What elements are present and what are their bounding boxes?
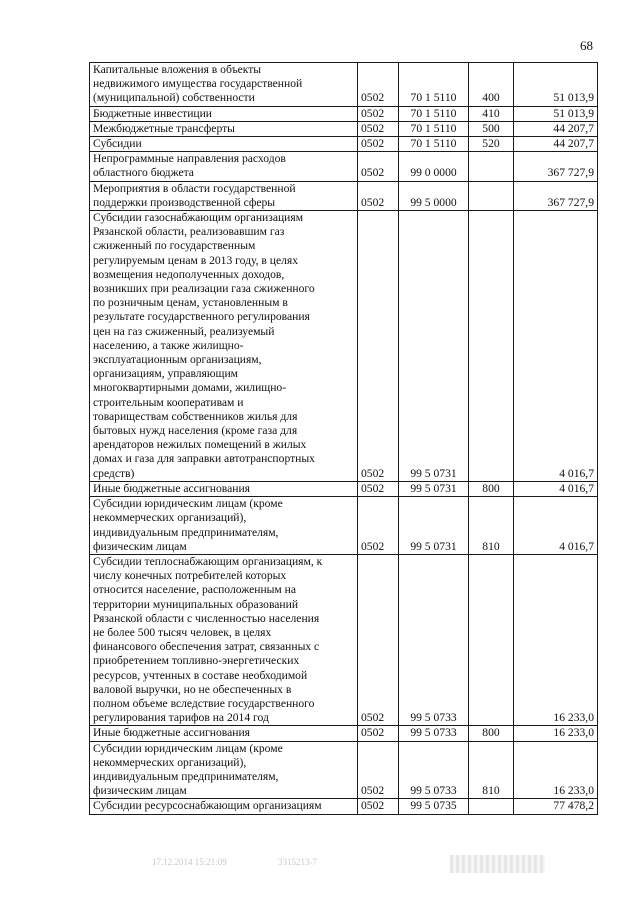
name-line: средств) <box>93 466 135 480</box>
cell-sum: 4 016,7 <box>514 497 598 555</box>
footer-doc-number: 3315213-7 <box>278 857 317 867</box>
name-line: поддержки производственной сферы <box>93 195 276 209</box>
cell-type <box>469 799 514 814</box>
name-line: полном объеме вследствие государственного <box>93 696 315 710</box>
cell-name <box>90 181 358 210</box>
cell-section: 0502 <box>358 137 399 152</box>
cell-name <box>90 554 358 725</box>
name-line: Иные бюджетные ассигнования <box>93 481 250 495</box>
cell-type: 810 <box>469 497 514 555</box>
name-line: населению, а также жилищно- <box>93 338 244 352</box>
table-row <box>90 106 598 121</box>
cell-name <box>90 481 358 496</box>
cell-sum: 16 233,0 <box>514 554 598 725</box>
cell-type <box>469 181 514 210</box>
cell-name <box>90 211 358 482</box>
cell-section: 0502 <box>358 726 399 741</box>
table-row <box>90 481 598 496</box>
table-row <box>90 137 598 152</box>
name-line: не более 500 тысяч человек, в целях <box>93 625 272 639</box>
cell-target: 70 1 5110 <box>399 106 469 121</box>
cell-name <box>90 121 358 136</box>
page-number: 68 <box>580 38 593 53</box>
cell-sum: 44 207,7 <box>514 137 598 152</box>
name-line: возникших при реализации газа сжиженного <box>93 282 315 296</box>
cell-sum: 4 016,7 <box>514 211 598 482</box>
table-row <box>90 554 598 725</box>
table-row <box>90 63 598 107</box>
name-line: арендаторов нежилых помещений в жилых <box>93 438 307 452</box>
name-line: цен на газ сжиженный, реализуемый <box>93 324 275 338</box>
name-line: (муниципальной) собственности <box>93 91 255 105</box>
name-line: сжиженный по государственным <box>93 239 256 253</box>
cell-section: 0502 <box>358 799 399 814</box>
cell-type: 800 <box>469 481 514 496</box>
name-line: валовой выручки, но не обеспеченных в <box>93 682 292 696</box>
name-line: Капитальные вложения в объекты <box>93 63 262 76</box>
cell-section: 0502 <box>358 481 399 496</box>
name-line: финансового обеспечения затрат, связанных с <box>93 640 320 654</box>
name-line: регулирования тарифов на 2014 год <box>93 711 269 725</box>
cell-name <box>90 799 358 814</box>
name-line: относится население, расположенным на <box>93 583 297 597</box>
cell-name <box>90 497 358 555</box>
name-line: числу конечных потребителей которых <box>93 569 287 583</box>
budget-table <box>89 62 598 815</box>
cell-target: 70 1 5110 <box>399 63 469 107</box>
cell-sum: 51 013,9 <box>514 106 598 121</box>
cell-sum: 44 207,7 <box>514 121 598 136</box>
name-line: Межбюджетные трансферты <box>93 121 235 135</box>
cell-target: 99 0 0000 <box>399 152 469 181</box>
cell-section: 0502 <box>358 554 399 725</box>
footer-timestamp: 17.12.2014 15:21:09 <box>152 857 227 867</box>
cell-sum: 4 016,7 <box>514 481 598 496</box>
name-line: Бюджетные инвестиции <box>93 106 213 120</box>
cell-section: 0502 <box>358 181 399 210</box>
name-line: по розничным ценам, установленным в <box>93 296 288 310</box>
name-line: физическим лицам <box>93 784 187 798</box>
cell-sum: 16 233,0 <box>514 726 598 741</box>
name-line: Рязанской области, реализовавшим газ <box>93 225 285 239</box>
name-line: Непрограммные направления расходов <box>93 152 286 166</box>
name-line: результате государственного регулирования <box>93 310 310 324</box>
scan-footer <box>90 855 570 877</box>
name-line: эксплуатационным организациям, <box>93 353 262 367</box>
cell-sum: 77 478,2 <box>514 799 598 814</box>
cell-target: 70 1 5110 <box>399 121 469 136</box>
table-row <box>90 211 598 482</box>
table-row <box>90 741 598 799</box>
name-line: домах и газа для заправки автотранспортных <box>93 452 315 466</box>
name-line: ресурсов, учтенных в составе необходимой <box>93 668 308 682</box>
cell-type: 500 <box>469 121 514 136</box>
cell-type: 810 <box>469 741 514 799</box>
name-line: Субсидии юридическим лицам (кроме <box>93 741 283 755</box>
cell-target: 99 5 0733 <box>399 554 469 725</box>
cell-name <box>90 106 358 121</box>
name-line: Субсидии <box>93 137 142 151</box>
name-line: Субсидии ресурсоснабжающим организациям <box>93 799 322 813</box>
name-line: регулируемым ценам в 2013 году, в целях <box>93 253 299 267</box>
cell-target: 70 1 5110 <box>399 137 469 152</box>
cell-sum: 367 727,9 <box>514 181 598 210</box>
cell-target: 99 5 0733 <box>399 726 469 741</box>
name-line: некоммерческих организаций), <box>93 755 247 769</box>
cell-name <box>90 726 358 741</box>
name-line: возмещения недополученных доходов, <box>93 267 285 281</box>
name-line: Субсидии газоснабжающим организациям <box>93 211 304 225</box>
cell-section: 0502 <box>358 121 399 136</box>
name-line: организациям, управляющим <box>93 367 239 381</box>
stamp-mark <box>450 855 545 873</box>
cell-type: 520 <box>469 137 514 152</box>
cell-section: 0502 <box>358 106 399 121</box>
cell-name <box>90 137 358 152</box>
table-row <box>90 799 598 814</box>
cell-target: 99 5 0731 <box>399 211 469 482</box>
name-line: территории муниципальных образований <box>93 597 299 611</box>
name-line: бытовых нужд населения (кроме газа для <box>93 424 298 438</box>
cell-sum: 367 727,9 <box>514 152 598 181</box>
name-line: индивидуальным предпринимателям, <box>93 525 279 539</box>
name-line: недвижимого имущества государственной <box>93 77 303 91</box>
name-line: Мероприятия в области государственной <box>93 181 296 195</box>
cell-target: 99 5 0733 <box>399 741 469 799</box>
cell-sum: 51 013,9 <box>514 63 598 107</box>
name-line: индивидуальным предпринимателям, <box>93 769 279 783</box>
cell-type: 400 <box>469 63 514 107</box>
table-row <box>90 497 598 555</box>
cell-type: 410 <box>469 106 514 121</box>
name-line: Субсидии юридическим лицам (кроме <box>93 497 283 511</box>
cell-name <box>90 741 358 799</box>
name-line: Иные бюджетные ассигнования <box>93 726 250 740</box>
cell-section: 0502 <box>358 741 399 799</box>
table-row <box>90 726 598 741</box>
cell-type <box>469 554 514 725</box>
name-line: некоммерческих организаций), <box>93 511 247 525</box>
name-line: Рязанской области с численностью населения <box>93 611 320 625</box>
cell-target: 99 5 0735 <box>399 799 469 814</box>
cell-type <box>469 211 514 482</box>
table-row <box>90 121 598 136</box>
cell-sum: 16 233,0 <box>514 741 598 799</box>
cell-type: 800 <box>469 726 514 741</box>
cell-section: 0502 <box>358 497 399 555</box>
name-line: приобретением топливно-энергетических <box>93 654 300 668</box>
cell-target: 99 5 0731 <box>399 481 469 496</box>
cell-section: 0502 <box>358 211 399 482</box>
cell-section: 0502 <box>358 152 399 181</box>
name-line: Субсидии теплоснабжающим организациям, к <box>93 554 323 568</box>
cell-target: 99 5 0000 <box>399 181 469 210</box>
name-line: товариществам собственников жилья для <box>93 409 298 423</box>
name-line: многоквартирными домами, жилищно- <box>93 381 287 395</box>
name-line: областного бюджета <box>93 166 194 180</box>
cell-section: 0502 <box>358 63 399 107</box>
cell-target: 99 5 0731 <box>399 497 469 555</box>
name-line: физическим лицам <box>93 539 187 553</box>
cell-type <box>469 152 514 181</box>
cell-name <box>90 152 358 181</box>
cell-name <box>90 63 358 107</box>
table-row <box>90 152 598 181</box>
name-line: строительным кооперативам и <box>93 395 244 409</box>
table-row <box>90 181 598 210</box>
